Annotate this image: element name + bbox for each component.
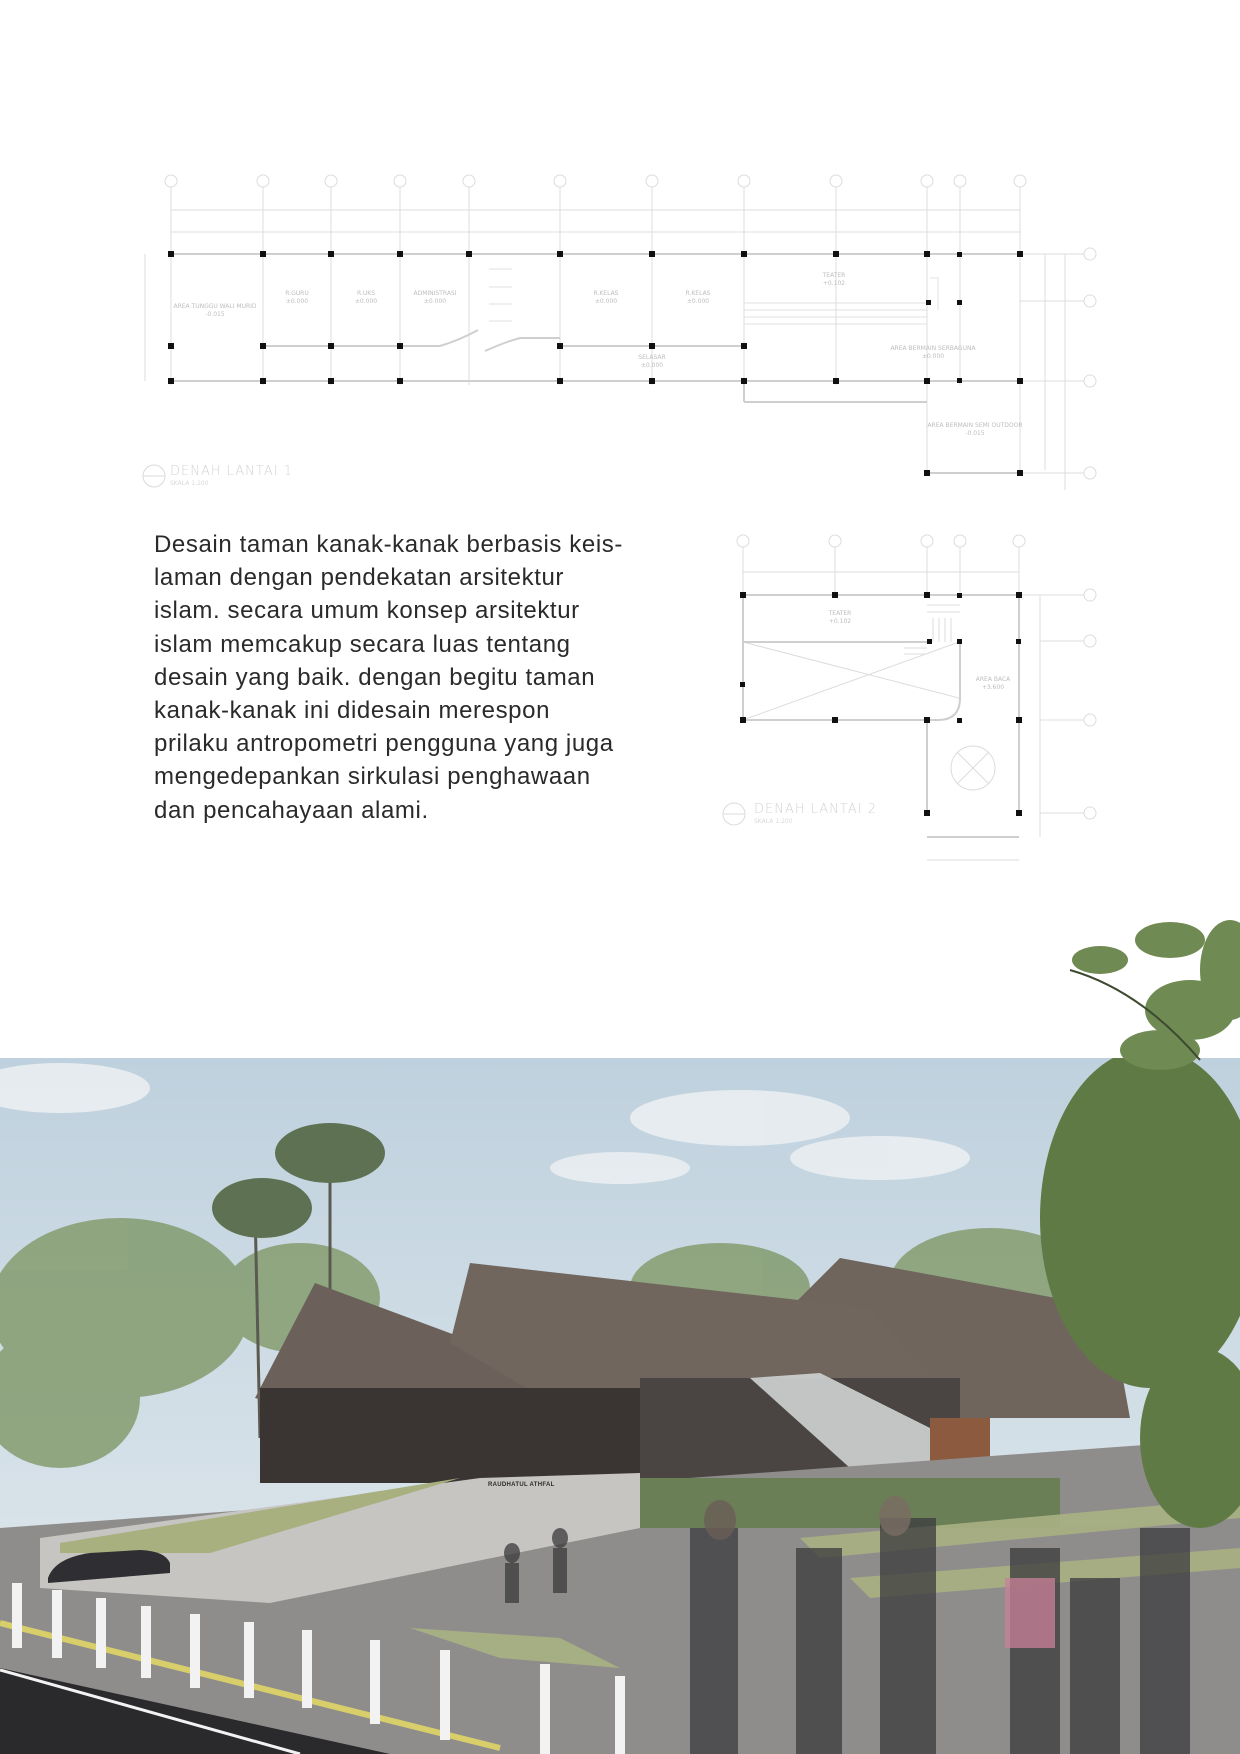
room-label: R.KELAS xyxy=(685,290,711,297)
project-description xyxy=(154,528,674,827)
room-level: +0.102 xyxy=(828,618,852,625)
room-level: -0.015 xyxy=(205,311,225,318)
description-line: dan pencahayaan alami. xyxy=(154,796,429,824)
tree-foliage-overhang xyxy=(1040,900,1240,1070)
plan-scale: SKALA 1:200 xyxy=(170,480,209,487)
room-level: ±0.000 xyxy=(921,353,945,360)
room-label: AREA BERMAIN SEMI OUTDOOR xyxy=(927,422,1023,429)
plan-title-symbol-icon xyxy=(143,465,165,487)
floor-plan-1-drawing xyxy=(140,170,1100,500)
room-level: +0.102 xyxy=(822,280,846,287)
exterior-render xyxy=(0,1058,1240,1754)
floor-plan-2 xyxy=(720,530,1120,870)
room-label: ADMINISTRASI xyxy=(413,290,457,297)
description-line: desain yang baik. dengan begitu taman xyxy=(154,663,596,691)
room-label: AREA BERMAIN SERBAGUNA xyxy=(890,345,976,352)
description-line: prilaku antropometri pengguna yang juga xyxy=(154,730,614,758)
floor-plan-1 xyxy=(140,170,1100,500)
room-level: ±0.000 xyxy=(423,298,447,305)
description-line: islam memcakup secara luas tentang xyxy=(154,630,571,658)
room-label: TEATER xyxy=(828,610,852,617)
description-line: kanak-kanak ini didesain merespon xyxy=(154,697,551,725)
plan-title: DENAH LANTAI 2 xyxy=(754,802,877,817)
room-level: ±0.000 xyxy=(285,298,309,305)
room-label: R.UKS xyxy=(357,290,375,297)
description-line: Desain taman kanak-kanak berbasis keis- xyxy=(154,531,623,558)
room-label: AREA TUNGGU WALI MURID xyxy=(173,303,257,310)
render-illustration xyxy=(0,1058,1240,1754)
structural-columns xyxy=(740,592,1022,816)
room-label: TEATER xyxy=(822,272,846,279)
room-level: ±0.000 xyxy=(686,298,710,305)
plan-title: DENAH LANTAI 1 xyxy=(170,464,293,479)
room-level: -0.015 xyxy=(965,430,985,437)
room-label: R.GURU xyxy=(285,290,309,297)
description-line: mengedepankan sirkulasi penghawaan xyxy=(154,763,591,791)
room-level: ±0.000 xyxy=(354,298,378,305)
room-label: AREA BACA xyxy=(975,676,1011,683)
description-line: laman dengan pendekatan arsitektur xyxy=(154,564,565,592)
description-line: islam. secara umum konsep arsitektur xyxy=(154,597,580,625)
room-label: SELASAR xyxy=(638,354,666,361)
plan-scale: SKALA 1:200 xyxy=(754,818,793,825)
room-level: ±0.000 xyxy=(594,298,618,305)
room-label: R.KELAS xyxy=(593,290,619,297)
room-level: ±0.000 xyxy=(640,362,664,369)
structural-columns xyxy=(168,251,1023,476)
room-level: +3.600 xyxy=(981,684,1005,691)
building-sign: RAUDHATUL ATHFAL xyxy=(488,1482,555,1488)
